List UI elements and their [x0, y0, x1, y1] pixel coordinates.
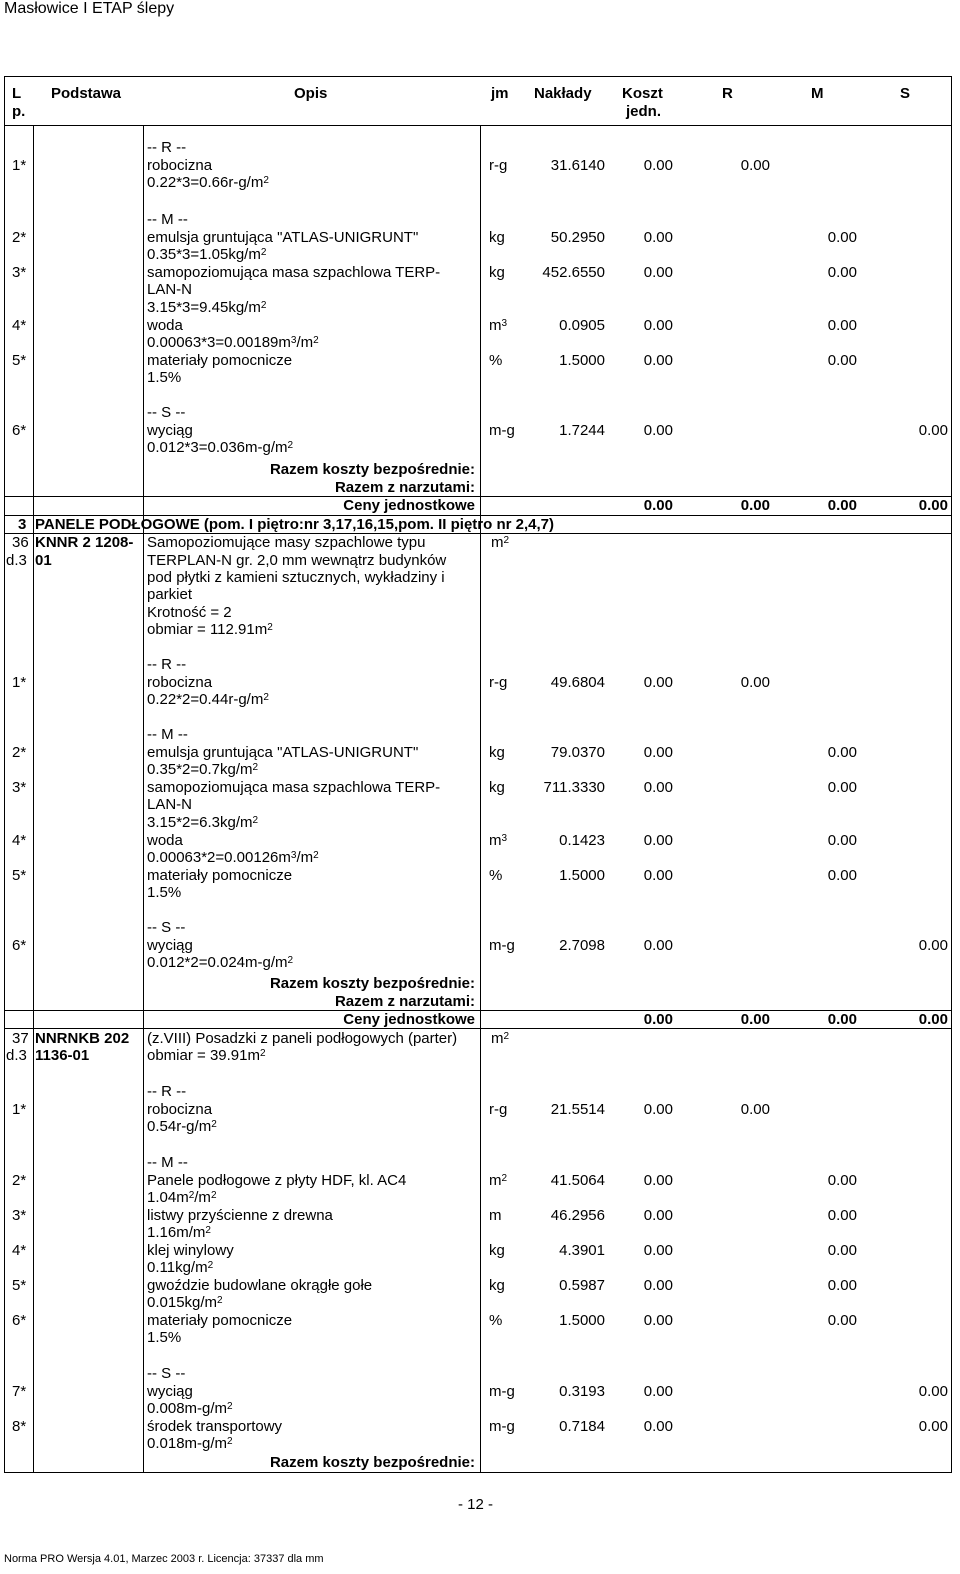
- row-jm-text: r-g: [489, 1101, 508, 1118]
- row-lp: 6*: [12, 937, 27, 954]
- group-label-m: -- M --: [147, 1154, 188, 1171]
- header-opis: Opis: [294, 85, 328, 102]
- group-label-r: -- R --: [147, 656, 187, 673]
- row-s: 0.00: [918, 1383, 948, 1400]
- row-naklady: 0.3193: [559, 1383, 605, 1400]
- row-koszt: 0.00: [643, 157, 673, 174]
- row-m: 0.00: [827, 832, 857, 849]
- row-norm-text: 0.008m-g/m: [147, 1400, 228, 1417]
- row-opis: listwy przyścienne z drewna: [147, 1207, 333, 1224]
- row-jm-text: r-g: [489, 674, 508, 691]
- row-koszt: 0.00: [643, 352, 673, 369]
- row-koszt: 0.00: [643, 1312, 673, 1329]
- row-norm: $0.22*3=0.66r-g/m^2$: [147, 174, 269, 191]
- row-norm-tail: /m: [296, 334, 314, 351]
- row-lp: 1*: [12, 157, 27, 174]
- ceny-value: 0.00: [918, 1011, 948, 1028]
- row-norm: $0.012*3=0.036m-g/m^2$: [147, 439, 294, 456]
- ceny-value: 0.00: [643, 497, 673, 514]
- row-lp: 5*: [12, 867, 27, 884]
- podstawa: NNRNKB 202: [35, 1030, 130, 1047]
- row-naklady: 1.5000: [559, 867, 605, 884]
- row-koszt: 0.00: [643, 1277, 673, 1294]
- row-koszt: 0.00: [643, 937, 673, 954]
- row-naklady: 0.1423: [559, 832, 605, 849]
- row-naklady: 50.2950: [550, 229, 605, 246]
- row-m: 0.00: [827, 1207, 857, 1224]
- opis-line: parkiet: [147, 586, 193, 603]
- row-koszt: 0.00: [643, 229, 673, 246]
- row-jm: $m^2$: [489, 1172, 508, 1189]
- ceny-value: 0.00: [740, 497, 770, 514]
- jm: $m^2$: [491, 534, 510, 551]
- row-lp: 4*: [12, 1242, 27, 1259]
- row-koszt: 0.00: [643, 1207, 673, 1224]
- group-label-r: -- R --: [147, 139, 187, 156]
- ceny-value: 0.00: [827, 497, 857, 514]
- row-lp: 6*: [12, 422, 27, 439]
- footer-text: Norma PRO Wersja 4.01, Marzec 2003 r. Licencja: 37337 dla mm: [4, 1553, 324, 1565]
- row-lp: 1*: [12, 1101, 27, 1118]
- jm: $m^2$: [491, 1030, 510, 1047]
- group-label-s: -- S --: [147, 919, 186, 936]
- row-koszt: 0.00: [643, 779, 673, 796]
- document-title: Masłowice I ETAP ślepy: [4, 0, 175, 17]
- ceny-value: 0.00: [740, 1011, 770, 1028]
- header-podstawa: Podstawa: [51, 85, 122, 102]
- row-opis: wyciąg: [147, 1383, 193, 1400]
- row-lp: 3*: [12, 779, 27, 796]
- row-jm-text: m: [489, 1172, 502, 1189]
- row-m: 0.00: [827, 744, 857, 761]
- row-naklady: 4.3901: [559, 1242, 605, 1259]
- row-opis: klej winylowy: [147, 1242, 234, 1259]
- row-r: 0.00: [740, 674, 770, 691]
- row-lp: 2*: [12, 229, 27, 246]
- row-jm-text: kg: [489, 744, 505, 761]
- row-norm: $3.15*3=9.45kg/m^2$: [147, 299, 267, 316]
- razem-narzut-label: Razem z narzutami:: [334, 993, 475, 1010]
- row-opis: samopoziomująca masa szpachlowa TERP-: [147, 779, 441, 796]
- row-lp: 7*: [12, 1383, 27, 1400]
- group-label-m: -- M --: [147, 726, 188, 743]
- row-koszt: 0.00: [643, 317, 673, 334]
- row-opis: Panele podłogowe z płyty HDF, kl. AC4: [147, 1172, 407, 1189]
- row-lp: 3*: [12, 1207, 27, 1224]
- row-jm-text: kg: [489, 1242, 505, 1259]
- row-koszt: 0.00: [643, 674, 673, 691]
- row-jm-text: m-g: [489, 1383, 515, 1400]
- header-m: M: [811, 85, 824, 102]
- row-jm: $m^3$: [489, 832, 508, 849]
- header-r: R: [722, 85, 733, 102]
- row-norm: $1.16m/m^2$: [147, 1224, 211, 1241]
- row-koszt: 0.00: [643, 832, 673, 849]
- row-opis: gwoździe budowlane okrągłe gołe: [147, 1277, 373, 1294]
- row-norm: $0.35*2=0.7kg/m^2$: [147, 761, 259, 778]
- row-norm-tail: /m: [296, 849, 314, 866]
- row-naklady: 1.5000: [559, 352, 605, 369]
- row-koszt: 0.00: [643, 1383, 673, 1400]
- row-norm-text: 3.15*2=6.3kg/m: [147, 814, 253, 831]
- row-naklady: 0.0905: [559, 317, 605, 334]
- row-jm-text: kg: [489, 1277, 505, 1294]
- razem-narzut-label: Razem z narzutami:: [334, 479, 475, 496]
- row-opis: samopoziomująca masa szpachlowa TERP-: [147, 264, 441, 281]
- header-s: S: [900, 85, 911, 102]
- row-naklady: 49.6804: [550, 674, 605, 691]
- row-norm-text: 0.35*3=1.05kg/m: [147, 246, 261, 263]
- row-lp: 5*: [12, 1277, 27, 1294]
- group-label-m: -- M --: [147, 211, 188, 228]
- row-norm-text: 0.22*3=0.66r-g/m: [147, 174, 264, 191]
- row-jm-text: m: [489, 1207, 502, 1224]
- row-naklady: 1.5000: [559, 1312, 605, 1329]
- row-norm-text: 0.018m-g/m: [147, 1435, 228, 1452]
- podstawa-2: 1136-01: [35, 1047, 90, 1064]
- row-lp: 3*: [12, 264, 27, 281]
- row-koszt: 0.00: [643, 867, 673, 884]
- row-s: 0.00: [918, 1418, 948, 1435]
- row-norm: $0.22*2=0.44r-g/m^2$: [147, 691, 269, 708]
- row-jm-text: kg: [489, 779, 505, 796]
- header-lp: L: [12, 85, 22, 102]
- row-naklady: 41.5064: [550, 1172, 605, 1189]
- row-m: 0.00: [827, 779, 857, 796]
- row-jm: $m^3$: [489, 317, 508, 334]
- lp: 36: [12, 534, 29, 551]
- row-norm: $0.008m-g/m^2$: [147, 1400, 233, 1417]
- ceny-label: Ceny jednostkowe: [343, 497, 475, 514]
- row-norm-tail: /m: [194, 1189, 211, 1206]
- row-norm: $3.15*2=6.3kg/m^2$: [147, 814, 259, 831]
- row-naklady: 0.7184: [559, 1418, 605, 1435]
- row-m: 0.00: [827, 867, 857, 884]
- header-jm: jm: [491, 85, 509, 102]
- podstawa-2: 01: [35, 552, 52, 569]
- opis-line: TERPLAN-N gr. 2,0 mm wewnątrz budynków: [147, 552, 447, 569]
- row-koszt: 0.00: [643, 1172, 673, 1189]
- row-opis: materiały pomocnicze: [147, 352, 293, 369]
- row-norm-text: 1.5%: [147, 884, 182, 901]
- row-naklady: 1.7244: [559, 422, 605, 439]
- row-koszt: 0.00: [643, 1242, 673, 1259]
- lp-suffix: d.3: [6, 1047, 27, 1064]
- row-jm-text: m: [489, 317, 502, 334]
- row-koszt: 0.00: [643, 422, 673, 439]
- row-lp: 5*: [12, 352, 27, 369]
- header-koszt: Koszt: [622, 85, 663, 102]
- row-opis: emulsja gruntująca "ATLAS-UNIGRUNT": [147, 744, 419, 761]
- razem-koszty-label: Razem koszty bezpośrednie:: [269, 461, 475, 478]
- header-naklady: Nakłady: [534, 85, 592, 102]
- row-koszt: 0.00: [643, 264, 673, 281]
- row-koszt: 0.00: [643, 1101, 673, 1118]
- row-jm-text: m: [489, 832, 502, 849]
- row-norm: $0.018m-g/m^2$: [147, 1435, 233, 1452]
- row-jm-text: m-g: [489, 1418, 515, 1435]
- row-r: 0.00: [740, 1101, 770, 1118]
- row-opis: woda: [147, 317, 183, 334]
- row-opis: wyciąg: [147, 422, 193, 439]
- row-s: 0.00: [918, 422, 948, 439]
- row-opis: materiały pomocnicze: [147, 867, 293, 884]
- row-jm-text: %: [489, 352, 503, 369]
- row-lp: 8*: [12, 1418, 27, 1435]
- opis-line: Samopoziomujące masy szpachlowe typu: [147, 534, 426, 551]
- header-lp-2: p.: [12, 103, 26, 120]
- row-lp: 4*: [12, 832, 27, 849]
- page-number: - 12 -: [458, 1496, 494, 1513]
- row-lp: 2*: [12, 1172, 27, 1189]
- row-naklady: 79.0370: [550, 744, 605, 761]
- row-norm-text: 0.00063*3=0.00189m: [147, 334, 291, 351]
- lp: 37: [12, 1030, 29, 1047]
- row-norm: $1.04m^2/m^2$: [147, 1189, 217, 1206]
- row-naklady: 2.7098: [559, 937, 605, 954]
- row-naklady: 21.5514: [550, 1101, 605, 1118]
- row-norm-text: 3.15*3=9.45kg/m: [147, 299, 261, 316]
- opis-obmiar: obmiar = $39.91m^2$: [147, 1047, 266, 1064]
- row-norm-text: 1.16m/m: [147, 1224, 206, 1241]
- row-norm-text: 1.5%: [147, 1329, 182, 1346]
- row-opis: robocizna: [147, 674, 213, 691]
- row-lp: 2*: [12, 744, 27, 761]
- ceny-value: 0.00: [643, 1011, 673, 1028]
- row-jm-text: kg: [489, 229, 505, 246]
- row-norm-text: 0.012*3=0.036m-g/m: [147, 439, 288, 456]
- ceny-label: Ceny jednostkowe: [343, 1011, 475, 1028]
- row-lp: 1*: [12, 674, 27, 691]
- header-koszt-2: jedn.: [626, 103, 662, 120]
- row-norm: [147, 369, 181, 387]
- opis-line: pod płytki z kamieni sztucznych, wykładziny i: [147, 569, 445, 586]
- row-jm-text: m-g: [489, 422, 515, 439]
- ceny-value: 0.00: [918, 497, 948, 514]
- opis-line: Krotność = 2: [147, 604, 232, 621]
- row-naklady: 452.6550: [542, 264, 605, 281]
- row-norm-text: 0.35*2=0.7kg/m: [147, 761, 253, 778]
- row-norm-text: 1.5%: [147, 369, 182, 386]
- opis-line: (z.VIII) Posadzki z paneli podłogowych (parter): [147, 1030, 458, 1047]
- row-opis: woda: [147, 832, 183, 849]
- row-opis: robocizna: [147, 157, 213, 174]
- group-label-s: -- S --: [147, 1365, 186, 1382]
- row-norm: $0.012*2=0.024m-g/m^2$: [147, 954, 294, 971]
- section-number: 3: [18, 516, 27, 533]
- row-norm: $0.00063*2=0.00126m^3/m^2$: [147, 849, 319, 866]
- row-norm: $0.54r-g/m^2$: [147, 1118, 217, 1135]
- row-norm-text: 1.04m: [147, 1189, 189, 1206]
- row-opis: robocizna: [147, 1101, 213, 1118]
- row-jm-text: r-g: [489, 157, 508, 174]
- row-lp: 6*: [12, 1312, 27, 1329]
- group-label-r: -- R --: [147, 1083, 187, 1100]
- razem-koszty-label: Razem koszty bezpośrednie:: [269, 975, 475, 992]
- row-norm: [147, 1329, 181, 1347]
- group-label-s: -- S --: [147, 404, 186, 421]
- row-jm-text: %: [489, 867, 503, 884]
- razem-koszty-label: Razem koszty bezpośrednie:: [269, 1454, 475, 1471]
- row-opis: wyciąg: [147, 937, 193, 954]
- row-opis-2: LAN-N: [147, 281, 193, 298]
- ceny-value: 0.00: [827, 1011, 857, 1028]
- row-m: 0.00: [827, 264, 857, 281]
- row-norm-text: 0.00063*2=0.00126m: [147, 849, 291, 866]
- row-jm-text: %: [489, 1312, 503, 1329]
- row-koszt: 0.00: [643, 1418, 673, 1435]
- section-title: PANELE PODŁOGOWE (pom. I piętro:nr 3,17,16,15,pom. II piętro nr 2,4,7): [35, 516, 554, 533]
- row-jm-text: kg: [489, 264, 505, 281]
- row-norm-text: 0.11kg/m: [147, 1259, 208, 1276]
- row-naklady: 31.6140: [550, 157, 605, 174]
- row-jm-text: m-g: [489, 937, 515, 954]
- row-m: 0.00: [827, 317, 857, 334]
- lp-suffix: d.3: [6, 552, 27, 569]
- row-naklady: 0.5987: [559, 1277, 605, 1294]
- row-s: 0.00: [918, 937, 948, 954]
- row-m: 0.00: [827, 1172, 857, 1189]
- row-m: 0.00: [827, 1242, 857, 1259]
- row-norm-text: 0.012*2=0.024m-g/m: [147, 954, 288, 971]
- row-norm: $0.11kg/m^2$: [147, 1259, 214, 1276]
- row-norm-text: 0.015kg/m: [147, 1294, 218, 1311]
- row-opis: środek transportowy: [147, 1418, 283, 1435]
- row-naklady: 711.3330: [543, 779, 605, 796]
- row-koszt: 0.00: [643, 744, 673, 761]
- row-opis-2: LAN-N: [147, 796, 193, 813]
- row-m: 0.00: [827, 352, 857, 369]
- row-norm: $0.35*3=1.05kg/m^2$: [147, 246, 267, 263]
- opis-obmiar: obmiar = $112.91m^2$: [147, 621, 273, 638]
- row-lp: 4*: [12, 317, 27, 334]
- row-m: 0.00: [827, 229, 857, 246]
- row-norm: [147, 884, 181, 902]
- row-norm-text: 0.54r-g/m: [147, 1118, 212, 1135]
- row-norm: $0.015kg/m^2$: [147, 1294, 223, 1311]
- row-m: 0.00: [827, 1277, 857, 1294]
- row-opis: materiały pomocnicze: [147, 1312, 293, 1329]
- row-opis: emulsja gruntująca "ATLAS-UNIGRUNT": [147, 229, 419, 246]
- row-m: 0.00: [827, 1312, 857, 1329]
- row-norm-text: 0.22*2=0.44r-g/m: [147, 691, 264, 708]
- podstawa: KNNR 2 1208-: [35, 534, 134, 551]
- row-r: 0.00: [740, 157, 770, 174]
- row-naklady: 46.2956: [550, 1207, 605, 1224]
- row-norm: $0.00063*3=0.00189m^3/m^2$: [147, 334, 319, 351]
